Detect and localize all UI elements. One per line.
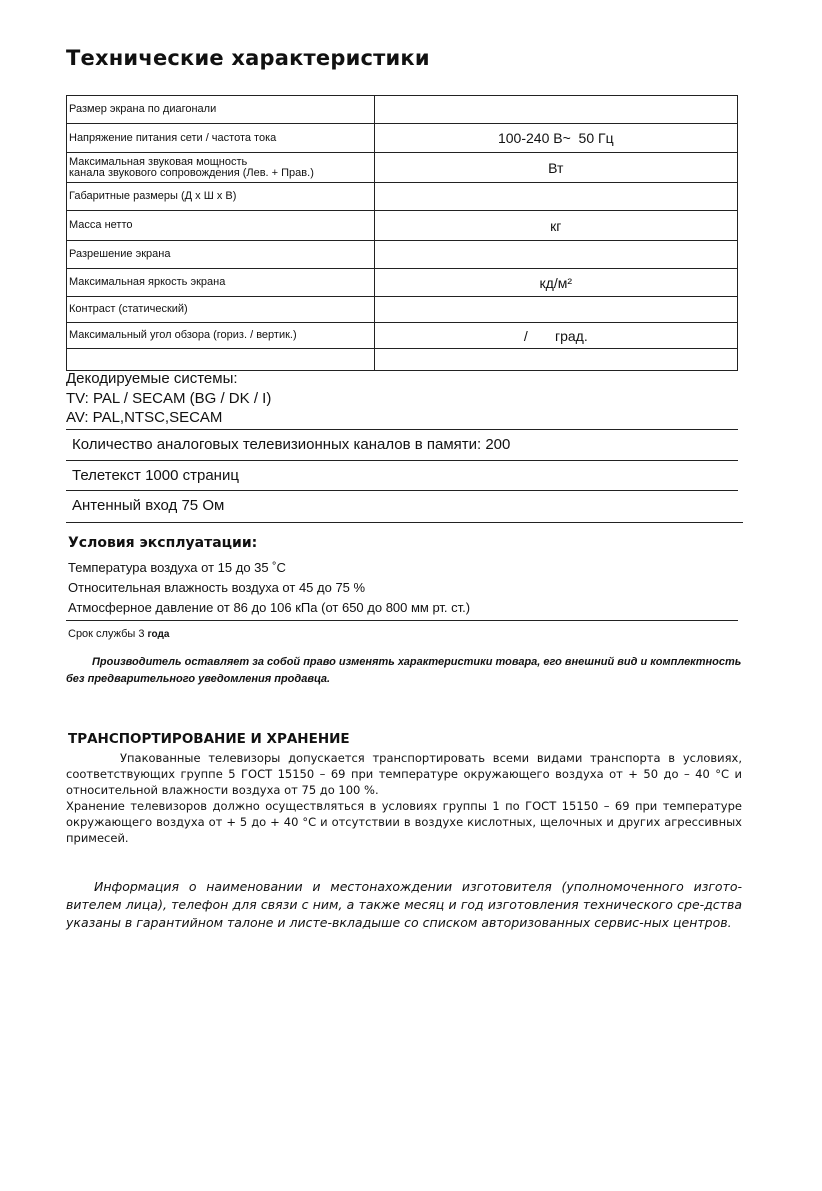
decoding-av: AV: PAL,NTSC,SECAM: [66, 409, 223, 426]
spec-value: [374, 96, 737, 124]
spec-value: [374, 183, 737, 211]
condition-item: Атмосферное давление от 86 до 106 кПа (от 650 до 800 мм рт. ст.): [68, 600, 471, 615]
conditions-heading: Условия эксплуатации:: [68, 535, 258, 551]
spec-row: [67, 269, 738, 297]
teletext-text: Телетекст 1000 страниц: [72, 467, 239, 484]
decoding-tv: TV: PAL / SECAM (BG / DK / I): [66, 390, 272, 407]
conditions-list: [68, 558, 470, 618]
divider: [66, 460, 738, 461]
transport-paragraph: Упакованные телевизоры допускается транспортировать всеми видами транспорта в условиях, соответствующих группе 5 ГОСТ 15150 – 69 при температуре окружающего воздуха от + 50 до – 40 °С и относительной влажности воздуха от 75 до 100 %.: [66, 751, 742, 797]
service-life-unit: года: [147, 629, 170, 640]
page-title: Технические характеристики: [66, 46, 430, 70]
spec-value: кг: [374, 211, 737, 241]
spec-value: [374, 241, 737, 269]
divider: [66, 429, 738, 430]
antenna-text: Антенный вход 75 Ом: [72, 497, 225, 514]
spec-label: Размер экрана по диагонали: [67, 96, 375, 124]
spec-row: [67, 211, 738, 241]
manufacturer-info: Информация о наименовании и местонахождении изготовителя (уполномоченного изгото-вителем лица), телефон для связи с ним, а также месяц и год изготовления технического сре-дства указаны в гарантийном талоне и листе-вкладыше со списком авторизованных сервис-ных центров.: [66, 879, 742, 930]
spec-label: [67, 349, 375, 371]
spec-row: [67, 297, 738, 323]
spec-row: [67, 241, 738, 269]
spec-row: [67, 124, 738, 153]
spec-label: Максимальная яркость экрана: [67, 269, 375, 297]
divider: [66, 620, 738, 621]
spec-value: [374, 349, 737, 371]
storage-paragraph: Хранение телевизоров должно осуществляться в условиях группы 1 по ГОСТ 15150 – 69 при температуре окружающего воздуха от + 5 до + 40 °С и отсутствии в воздухе кислотных, щелочных и других агрессивных примесей.: [66, 799, 742, 845]
spec-label: Напряжение питания сети / частота тока: [67, 124, 375, 153]
condition-item: Температура воздуха от 15 до 35 ˚С: [68, 560, 286, 575]
divider: [66, 522, 743, 523]
spec-label: Разрешение экрана: [67, 241, 375, 269]
decoding-heading: Декодируемые системы:: [66, 370, 238, 387]
spec-value: [374, 297, 737, 323]
spec-row: [67, 349, 738, 371]
condition-item: Относительная влажность воздуха от 45 до 75 %: [68, 580, 366, 595]
spec-row: [67, 323, 738, 349]
service-life-label: Срок службы 3: [68, 628, 145, 640]
spec-row: [67, 96, 738, 124]
transport-heading: ТРАНСПОРТИРОВАНИЕ И ХРАНЕНИЕ: [68, 731, 350, 747]
transport-body: [66, 750, 742, 846]
spec-value: 100-240 В~ 50 Гц: [374, 124, 737, 153]
spec-table: [66, 95, 738, 371]
spec-label: Контраст (статический): [67, 297, 375, 323]
divider: [66, 490, 738, 491]
spec-label: Масса нетто: [67, 211, 375, 241]
spec-label: Габаритные размеры (Д х Ш х В): [67, 183, 375, 211]
disclaimer: Производитель оставляет за собой право изменять характеристики товара, его внешний вид и комплектность без предварительного уведомления продавца.: [66, 656, 742, 685]
spec-row: [67, 153, 738, 183]
channels-text: Количество аналоговых телевизионных каналов в памяти: 200: [72, 436, 511, 453]
service-life: [68, 628, 169, 640]
spec-value: / град.: [374, 323, 737, 349]
spec-label: Максимальная звуковая мощность канала звукового сопровождения (Лев. + Прав.): [67, 153, 375, 183]
spec-label: Максимальный угол обзора (гориз. / вертик.): [67, 323, 375, 349]
spec-row: [67, 183, 738, 211]
spec-value: кд/м²: [374, 269, 737, 297]
spec-value: Вт: [374, 153, 737, 183]
